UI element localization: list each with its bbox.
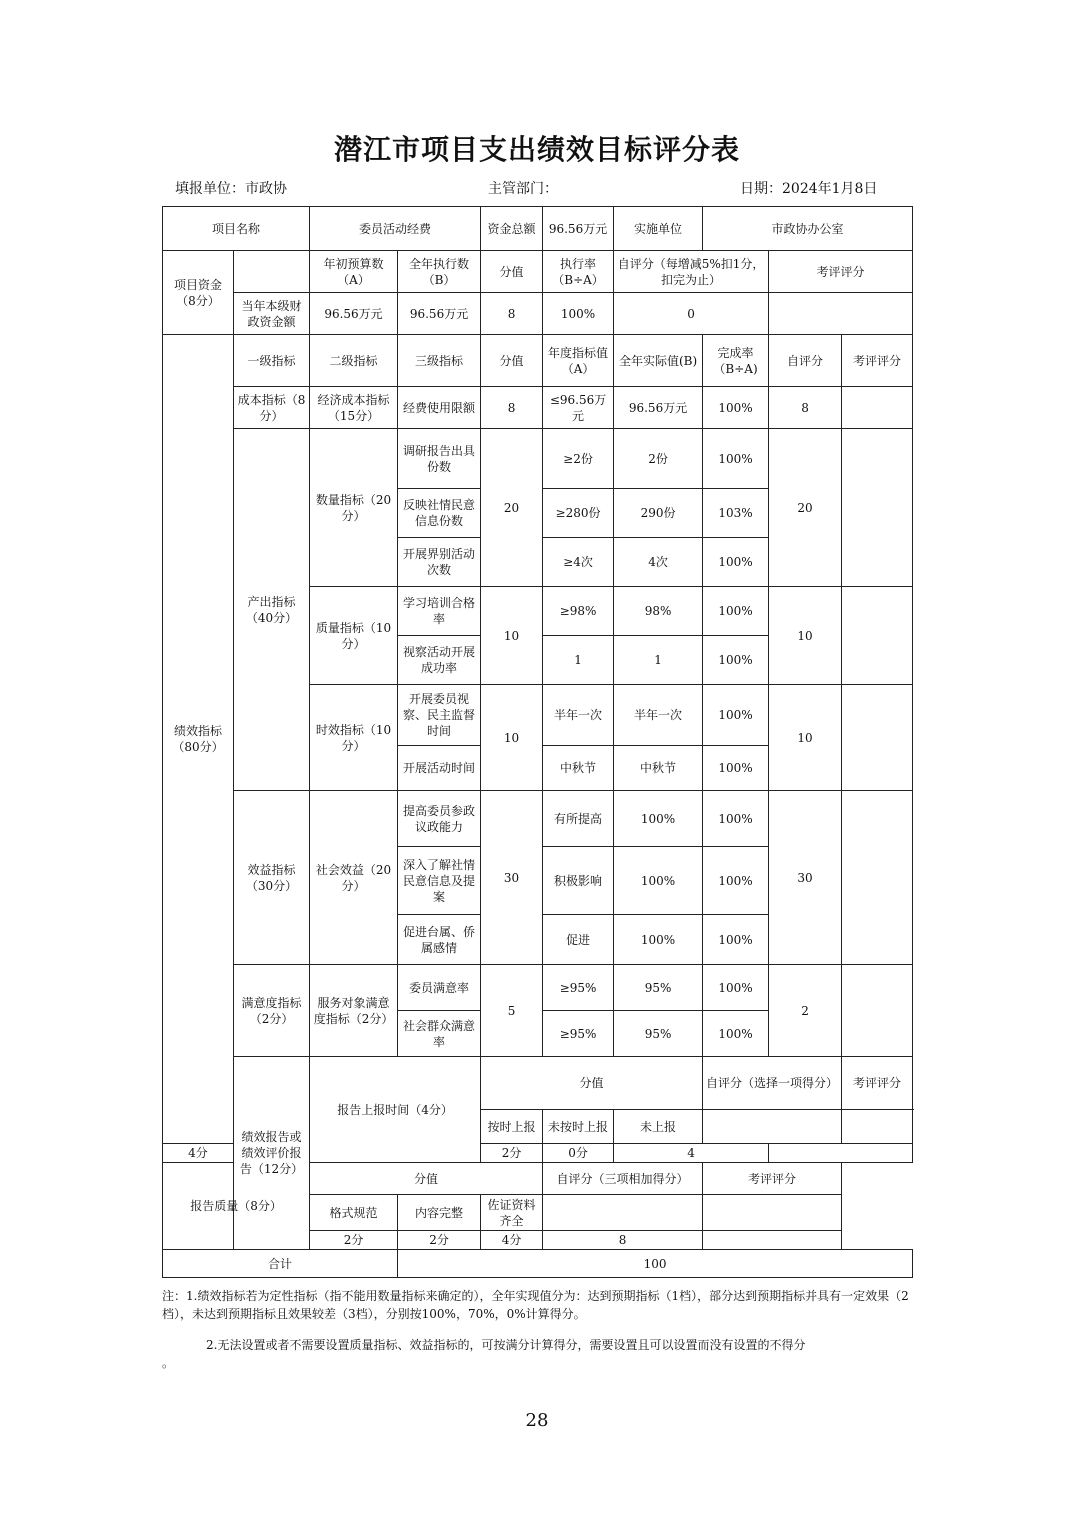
note-2: 2.无法设置或者不需要设置质量指标、效益指标的，可按满分计算得分，需要设置且可以设置而没有设置的不得分 bbox=[206, 1338, 806, 1352]
cost-l2: 经济成本指标（15分） bbox=[310, 387, 398, 429]
cost-score: 8 bbox=[481, 387, 543, 429]
cost-rate: 100% bbox=[703, 387, 769, 429]
fill-unit: 填报单位：市政协 bbox=[175, 181, 287, 197]
benefit-self: 30 bbox=[769, 791, 842, 965]
qty-actual: 290份 bbox=[614, 489, 703, 538]
cost-self: 8 bbox=[769, 387, 842, 429]
benefit-l3: 提高委员参政议政能力 bbox=[398, 791, 481, 847]
qty-target: ≥280份 bbox=[543, 489, 614, 538]
benefit-actual: 100% bbox=[614, 915, 703, 965]
quality-review bbox=[842, 587, 913, 685]
time-review bbox=[842, 685, 913, 791]
perf-h-self: 自评分 bbox=[769, 335, 842, 387]
fill-date: 日期：2024年1月8日 bbox=[740, 181, 878, 197]
report-time-self: 4 bbox=[614, 1144, 769, 1163]
report-quality-self-blank bbox=[543, 1195, 703, 1231]
benefit-review bbox=[842, 791, 913, 965]
note-2-tail: 。 bbox=[162, 1356, 175, 1370]
cost-target: ≤96.56万元 bbox=[543, 387, 614, 429]
funds-rate: 100% bbox=[543, 293, 614, 335]
quality-l2: 质量指标（10分） bbox=[310, 587, 398, 685]
funds-exec: 96.56万元 bbox=[398, 293, 481, 335]
perf-header-row bbox=[163, 335, 913, 387]
col-review: 考评评分 bbox=[769, 251, 913, 293]
satisfaction-l3: 社会群众满意率 bbox=[398, 1011, 481, 1057]
project-row bbox=[163, 207, 913, 251]
qty-l2: 数量指标（20分） bbox=[310, 429, 398, 587]
benefit-row bbox=[163, 791, 913, 847]
report-quality-label: 报告质量（8分） bbox=[163, 1163, 310, 1250]
qty-review bbox=[842, 429, 913, 587]
report-time-self-blank bbox=[703, 1110, 842, 1144]
perf-h-target: 年度指标值（A） bbox=[543, 335, 614, 387]
qty-self: 20 bbox=[769, 429, 842, 587]
report-quality-opt: 内容完整 bbox=[398, 1195, 481, 1231]
report-quality-pt: 2分 bbox=[310, 1231, 398, 1250]
total-row bbox=[163, 1250, 913, 1278]
report-time-opt: 按时上报 bbox=[481, 1110, 543, 1144]
benefit-l1: 效益指标（30分） bbox=[234, 791, 310, 965]
perf-h-actual: 全年实际值(B) bbox=[614, 335, 703, 387]
qty-rate: 100% bbox=[703, 429, 769, 489]
satisfaction-self: 2 bbox=[769, 965, 842, 1057]
impl-unit-value: 市政协办公室 bbox=[703, 207, 913, 251]
report-time-review-blank bbox=[842, 1110, 913, 1144]
score-table bbox=[162, 206, 913, 1278]
satisfaction-actual: 95% bbox=[614, 965, 703, 1011]
benefit-score: 30 bbox=[481, 791, 543, 965]
funds-blank bbox=[234, 251, 310, 293]
funds-review bbox=[769, 293, 913, 335]
qty-score: 20 bbox=[481, 429, 543, 587]
report-quality-self-label: 自评分（三项相加得分） bbox=[543, 1163, 703, 1195]
perf-h-review: 考评评分 bbox=[842, 335, 913, 387]
quality-actual: 1 bbox=[614, 636, 703, 685]
quality-self: 10 bbox=[769, 587, 842, 685]
benefit-target: 积极影响 bbox=[543, 847, 614, 915]
satisfaction-target: ≥95% bbox=[543, 1011, 614, 1057]
qty-l3: 反映社情民意信息份数 bbox=[398, 489, 481, 538]
satisfaction-l3: 委员满意率 bbox=[398, 965, 481, 1011]
perf-h-l3: 三级指标 bbox=[398, 335, 481, 387]
benefit-target: 有所提高 bbox=[543, 791, 614, 847]
page-title: 潜江市项目支出绩效目标评分表 bbox=[333, 133, 740, 166]
benefit-l3: 深入了解社情民意信息及提案 bbox=[398, 847, 481, 915]
col-score: 分值 bbox=[481, 251, 543, 293]
report-time-opt: 未上报 bbox=[614, 1110, 703, 1144]
qty-rate: 100% bbox=[703, 538, 769, 587]
quality-l3: 视察活动开展成功率 bbox=[398, 636, 481, 685]
benefit-l3: 促进台属、侨属感情 bbox=[398, 915, 481, 965]
time-rate: 100% bbox=[703, 685, 769, 746]
satisfaction-rate: 100% bbox=[703, 965, 769, 1011]
qty-actual: 2份 bbox=[614, 429, 703, 489]
satisfaction-actual: 95% bbox=[614, 1011, 703, 1057]
report-time-pt: 0分 bbox=[543, 1144, 614, 1163]
cost-row bbox=[163, 387, 913, 429]
report-quality-pt: 4分 bbox=[481, 1231, 543, 1250]
supervising-dept: 主管部门： bbox=[488, 181, 558, 197]
qty-target: ≥2份 bbox=[543, 429, 614, 489]
cost-actual: 96.56万元 bbox=[614, 387, 703, 429]
funds-row-label: 当年本级财政资金额 bbox=[234, 293, 310, 335]
perf-h-rate: 完成率（B÷A) bbox=[703, 335, 769, 387]
total-label: 合计 bbox=[163, 1250, 398, 1278]
report-time-pt: 2分 bbox=[481, 1144, 543, 1163]
benefit-actual: 100% bbox=[614, 847, 703, 915]
time-l2: 时效指标（10分） bbox=[310, 685, 398, 791]
time-rate: 100% bbox=[703, 746, 769, 791]
qty-actual: 4次 bbox=[614, 538, 703, 587]
qty-l3: 调研报告出具份数 bbox=[398, 429, 481, 489]
satisfaction-score: 5 bbox=[481, 965, 543, 1057]
report-time-label: 报告上报时间（4分） bbox=[310, 1057, 481, 1163]
satisfaction-rate: 100% bbox=[703, 1011, 769, 1057]
time-l3: 开展活动时间 bbox=[398, 746, 481, 791]
report-quality-pt: 2分 bbox=[398, 1231, 481, 1250]
funds-label: 项目资金（8分） bbox=[163, 251, 234, 335]
perf-h-score: 分值 bbox=[481, 335, 543, 387]
report-quality-opt: 佐证资料齐全 bbox=[481, 1195, 543, 1231]
benefit-rate: 100% bbox=[703, 791, 769, 847]
report-time-pt: 4分 bbox=[163, 1144, 234, 1163]
cost-l3: 经费使用限额 bbox=[398, 387, 481, 429]
satisfaction-row bbox=[163, 965, 913, 1011]
time-self: 10 bbox=[769, 685, 842, 791]
report-quality-opt: 格式规范 bbox=[310, 1195, 398, 1231]
project-name-label: 项目名称 bbox=[163, 207, 310, 251]
qty-l3: 开展界别活动次数 bbox=[398, 538, 481, 587]
qty-rate: 103% bbox=[703, 489, 769, 538]
time-l3: 开展委员视察、民主监督时间 bbox=[398, 685, 481, 746]
report-quality-review-blank bbox=[703, 1195, 842, 1231]
time-actual: 中秋节 bbox=[614, 746, 703, 791]
perf-h-l1: 一级指标 bbox=[234, 335, 310, 387]
perf-label: 绩效指标（80分） bbox=[163, 335, 234, 1144]
funds-header-row bbox=[163, 251, 913, 293]
funds-budget: 96.56万元 bbox=[310, 293, 398, 335]
quality-rate: 100% bbox=[703, 587, 769, 636]
quality-actual: 98% bbox=[614, 587, 703, 636]
total-funds-label: 资金总额 bbox=[481, 207, 543, 251]
report-time-review-label: 考评评分 bbox=[842, 1057, 913, 1110]
report-quality-score-label: 分值 bbox=[310, 1163, 543, 1195]
benefit-target: 促进 bbox=[543, 915, 614, 965]
project-name-value: 委员活动经费 bbox=[310, 207, 481, 251]
time-target: 中秋节 bbox=[543, 746, 614, 791]
impl-unit-label: 实施单位 bbox=[614, 207, 703, 251]
page-number: 28 bbox=[525, 1410, 549, 1431]
note-1: 注：1.绩效指标若为定性指标（指不能用数量指标来确定的），全年实现值分为：达到预期指标（1档），部分达到预期指标并具有一定效果（2档），未达到预期指标且效果较差（3档），分别按100%，70%，0%计算得分。 bbox=[162, 1289, 909, 1321]
report-time-self-label: 自评分（选择一项得分） bbox=[703, 1057, 842, 1110]
cost-review bbox=[842, 387, 913, 429]
report-time-review bbox=[769, 1144, 913, 1163]
time-actual: 半年一次 bbox=[614, 685, 703, 746]
quality-l3: 学习培训合格率 bbox=[398, 587, 481, 636]
funds-value-row bbox=[163, 293, 913, 335]
report-quality-self: 8 bbox=[543, 1231, 703, 1250]
report-time-header-row bbox=[163, 1057, 913, 1110]
report-time-score-label: 分值 bbox=[481, 1057, 703, 1110]
benefit-l2: 社会效益（20分） bbox=[310, 791, 398, 965]
quality-target: ≥98% bbox=[543, 587, 614, 636]
report-quality-review bbox=[703, 1231, 842, 1250]
satisfaction-l1: 满意度指标（2分） bbox=[234, 965, 310, 1057]
time-score: 10 bbox=[481, 685, 543, 791]
report-label: 绩效报告或绩效评价报告（12分） bbox=[234, 1057, 310, 1250]
time-target: 半年一次 bbox=[543, 685, 614, 746]
col-exec: 全年执行数（B） bbox=[398, 251, 481, 293]
benefit-actual: 100% bbox=[614, 791, 703, 847]
total-funds-value: 96.56万元 bbox=[543, 207, 614, 251]
benefit-rate: 100% bbox=[703, 847, 769, 915]
quality-target: 1 bbox=[543, 636, 614, 685]
qty-row bbox=[163, 429, 913, 489]
report-quality-review-label: 考评评分 bbox=[703, 1163, 842, 1195]
perf-h-l2: 二级指标 bbox=[310, 335, 398, 387]
funds-self: 0 bbox=[614, 293, 769, 335]
col-budget: 年初预算数（A） bbox=[310, 251, 398, 293]
benefit-rate: 100% bbox=[703, 915, 769, 965]
report-time-opt: 未按时上报 bbox=[543, 1110, 614, 1144]
qty-target: ≥4次 bbox=[543, 538, 614, 587]
col-self-score: 自评分（每增减5%扣1分，扣完为止） bbox=[614, 251, 769, 293]
col-rate: 执行率（B÷A） bbox=[543, 251, 614, 293]
satisfaction-target: ≥95% bbox=[543, 965, 614, 1011]
funds-score: 8 bbox=[481, 293, 543, 335]
output-l1: 产出指标（40分） bbox=[234, 429, 310, 791]
total-value: 100 bbox=[398, 1250, 913, 1278]
quality-rate: 100% bbox=[703, 636, 769, 685]
satisfaction-l2: 服务对象满意度指标（2分） bbox=[310, 965, 398, 1057]
cost-l1: 成本指标（8分） bbox=[234, 387, 310, 429]
satisfaction-review bbox=[842, 965, 913, 1057]
quality-score: 10 bbox=[481, 587, 543, 685]
